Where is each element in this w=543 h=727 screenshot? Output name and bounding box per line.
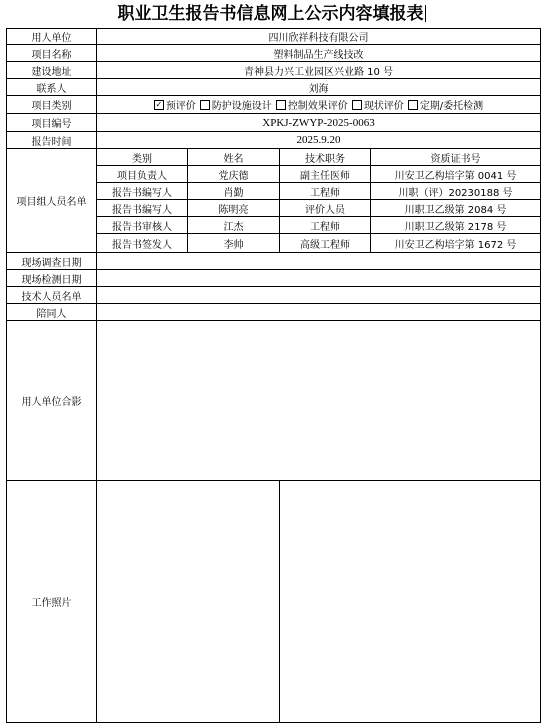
- team-cell-name[interactable]: 李帅: [187, 233, 280, 253]
- survey-date-value[interactable]: [96, 252, 541, 270]
- number-value[interactable]: XPKJ-ZWYP-2025-0063: [96, 113, 541, 132]
- checkbox-icon: [276, 100, 286, 110]
- checkbox-icon: [408, 100, 418, 110]
- category-option-status[interactable]: [352, 97, 404, 112]
- team-label: 项目组人员名单: [6, 148, 97, 253]
- category-option-design[interactable]: [200, 97, 272, 112]
- address-label: 建设地址: [6, 61, 97, 79]
- test-date-label: 现场检测日期: [6, 269, 97, 287]
- team-header-name: 姓名: [187, 148, 280, 166]
- team-cell-role[interactable]: 报告书编写人: [96, 199, 188, 217]
- category-options: [96, 95, 541, 114]
- team-cell-name[interactable]: 肖勤: [187, 182, 280, 200]
- team-cell-name[interactable]: 陈明亮: [187, 199, 280, 217]
- contact-label: 联系人: [6, 78, 97, 96]
- time-value[interactable]: 2025.9.20: [96, 131, 541, 149]
- team-cell-title[interactable]: 高级工程师: [279, 233, 371, 253]
- team-cell-role[interactable]: 报告书签发人: [96, 233, 188, 253]
- category-option-label: 预评价: [165, 101, 196, 112]
- checkbox-checked-icon: ✓: [155, 99, 163, 109]
- team-header-cert: 资质证书号: [370, 148, 541, 166]
- test-date-value[interactable]: [96, 269, 541, 287]
- team-cell-title[interactable]: 工程师: [279, 216, 371, 234]
- group-photo-area[interactable]: [96, 320, 541, 481]
- text-cursor: [425, 5, 426, 22]
- group-photo-label: 用人单位合影: [6, 320, 97, 481]
- team-cell-cert[interactable]: 川安卫乙构培字第 1672 号: [370, 233, 541, 253]
- team-header-title: 技术职务: [279, 148, 371, 166]
- team-cell-role[interactable]: 项目负责人: [96, 165, 188, 183]
- category-label: 项目类别: [6, 95, 97, 114]
- project-label: 项目名称: [6, 44, 97, 62]
- team-header-category: 类别: [96, 148, 188, 166]
- category-option-label: 定期/委托检测: [419, 101, 484, 112]
- survey-date-label: 现场调查日期: [6, 252, 97, 270]
- team-cell-title[interactable]: 副主任医师: [279, 165, 371, 183]
- work-photo-label: 工作照片: [6, 480, 97, 723]
- team-cell-cert[interactable]: 川职卫乙级第 2178 号: [370, 216, 541, 234]
- employer-label: 用人单位: [6, 28, 97, 45]
- tech-staff-value[interactable]: [96, 286, 541, 304]
- escort-label: 陪同人: [6, 303, 97, 321]
- checkbox-icon: [200, 100, 210, 110]
- checkbox-icon: [352, 100, 362, 110]
- work-photo-area-left[interactable]: [96, 480, 280, 723]
- team-cell-name[interactable]: 党庆德: [187, 165, 280, 183]
- category-option-label: 控制效果评价: [287, 101, 348, 112]
- tech-staff-label: 技术人员名单: [6, 286, 97, 304]
- category-option-control[interactable]: [276, 97, 348, 112]
- team-cell-cert[interactable]: 川职（评）20230188 号: [370, 182, 541, 200]
- team-cell-cert[interactable]: 川职卫乙级第 2084 号: [370, 199, 541, 217]
- category-option-periodic[interactable]: [408, 97, 483, 112]
- team-cell-title[interactable]: 评价人员: [279, 199, 371, 217]
- project-value[interactable]: 塑料制品生产线技改: [96, 44, 541, 62]
- time-label: 报告时间: [6, 131, 97, 149]
- address-value[interactable]: 青神县力兴工业园区兴业路 10 号: [96, 61, 541, 79]
- category-option-label: 现状评价: [363, 101, 404, 112]
- work-photo-area-right[interactable]: [279, 480, 541, 723]
- team-cell-title[interactable]: 工程师: [279, 182, 371, 200]
- form-title: 职业卫生报告书信息网上公示内容填报表: [117, 4, 424, 24]
- employer-value[interactable]: 四川欣祥科技有限公司: [96, 28, 541, 45]
- category-option-pre[interactable]: [154, 97, 196, 112]
- contact-value[interactable]: 刘海: [96, 78, 541, 96]
- escort-value[interactable]: [96, 303, 541, 321]
- category-option-label: 防护设施设计: [211, 101, 272, 112]
- team-cell-role[interactable]: 报告书审核人: [96, 216, 188, 234]
- team-cell-cert[interactable]: 川安卫乙构培字第 0041 号: [370, 165, 541, 183]
- team-cell-role[interactable]: 报告书编写人: [96, 182, 188, 200]
- number-label: 项目编号: [6, 113, 97, 132]
- team-cell-name[interactable]: 江杰: [187, 216, 280, 234]
